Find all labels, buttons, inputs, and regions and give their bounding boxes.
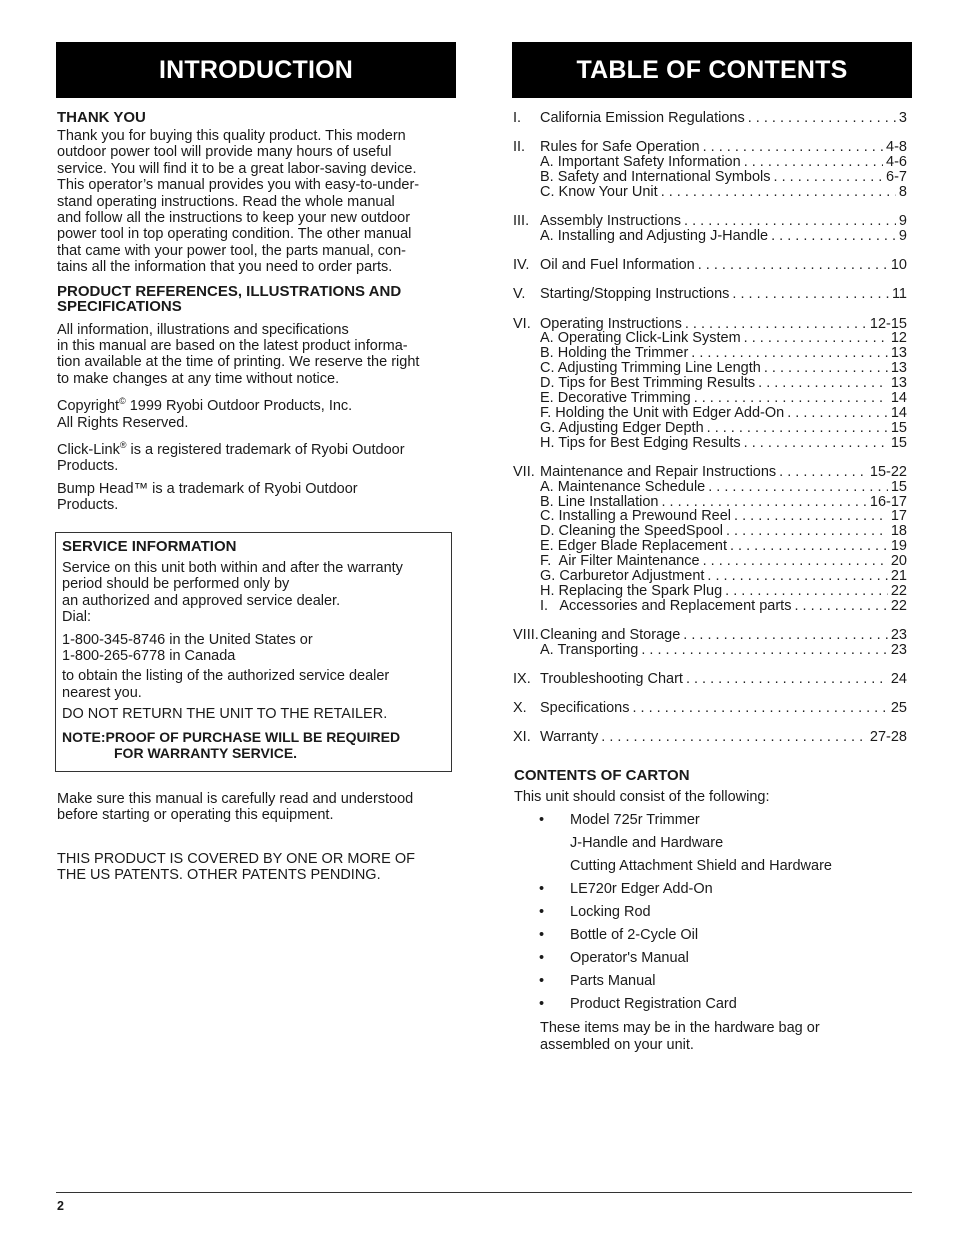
text-line: to obtain the listing of the authorized service dealer <box>62 668 390 685</box>
introduction-column <box>57 110 457 513</box>
toc-dot-leader <box>774 170 884 185</box>
toc-entry-title: D. Tips for Best Trimming Results <box>540 375 756 392</box>
toc-dot-leader <box>744 155 883 170</box>
toc-entry-title: C. Know Your Unit <box>540 183 658 200</box>
toc-page-number: 4-6 <box>886 154 907 171</box>
toc-entry-title: A. Operating Click-Link System <box>540 330 741 347</box>
toc-dot-leader <box>641 643 888 658</box>
text-line: Make sure this manual is carefully read and understood <box>57 791 414 807</box>
carton-item <box>514 973 909 996</box>
toc-entry-title: A. Transporting <box>540 641 639 658</box>
toc-subentry <box>513 331 907 346</box>
toc-subentry <box>513 170 907 185</box>
toc-entry-title: Warranty <box>540 729 599 746</box>
copyright-text: 1999 Ryobi Outdoor Products, Inc. <box>125 398 353 415</box>
toc-entry-title: Starting/Stopping Instructions <box>540 286 730 303</box>
toc-group <box>513 287 907 302</box>
toc-page-number: 15 <box>890 419 907 436</box>
toc-entry-title: D. Cleaning the SpeedSpool <box>540 523 723 540</box>
text-line: Products. <box>57 496 119 513</box>
toc-page-number: 23 <box>890 641 907 658</box>
toc-subentry <box>513 599 907 614</box>
toc-dot-leader <box>708 480 888 495</box>
toc-subentry <box>513 406 907 421</box>
footer-rule <box>56 1192 912 1193</box>
toc-entry-title: Assembly Instructions <box>540 213 682 230</box>
toc-entry <box>513 140 907 155</box>
toc-dot-leader <box>707 421 888 436</box>
carton-item <box>514 835 909 858</box>
bullet-icon: • <box>539 927 545 943</box>
text-line: Dial: <box>62 609 92 626</box>
toc-page-number: 3 <box>898 110 907 126</box>
toc-entry-number: XI. <box>513 729 531 746</box>
bullet-icon: • <box>539 973 545 989</box>
carton-item-text: Model 725r Trimmer <box>570 812 700 828</box>
toc-dot-leader <box>707 569 887 584</box>
clicklink-paragraph <box>57 437 457 475</box>
toc-subentry <box>513 524 907 539</box>
toc-page-number: 12-15 <box>869 315 907 332</box>
note-line: FOR WARRANTY SERVICE. <box>114 744 298 761</box>
toc-entry-title: C. Installing a Prewound Reel <box>540 508 732 525</box>
toc-dot-leader <box>683 628 888 643</box>
phone-canada: 1-800-265-6778 in Canada <box>62 648 236 665</box>
toc-page-number: 15 <box>890 434 907 451</box>
toc-entry <box>513 258 907 273</box>
text-line: to make changes at any time without notice. <box>57 370 340 387</box>
toc-dot-leader <box>686 672 888 687</box>
bullet-icon: • <box>539 996 545 1012</box>
toc-dot-leader <box>662 495 867 510</box>
bumphead-paragraph <box>57 481 457 514</box>
toc-dot-leader <box>661 185 896 200</box>
toc-subentry <box>513 436 907 451</box>
toc-page-number: 13 <box>890 375 907 392</box>
toc-subentry <box>513 569 907 584</box>
text-line: an authorized and approved service dealer. <box>62 592 341 609</box>
toc-dot-leader <box>764 361 888 376</box>
toc-dot-leader <box>748 111 896 126</box>
toc-entry-title: Cleaning and Storage <box>540 627 681 644</box>
toc-entry <box>513 465 907 480</box>
toc-entry-title: A. Installing and Adjusting J-Handle <box>540 227 769 244</box>
toc-entry-title: G. Carburetor Adjustment <box>540 568 705 585</box>
toc-entry-title: G. Adjusting Edger Depth <box>540 419 704 436</box>
toc-entry-title: Rules for Safe Operation <box>540 139 700 156</box>
toc-entry-number: IV. <box>513 257 530 274</box>
toc-entry-number: VIII. <box>513 627 539 644</box>
carton-heading: CONTENTS OF CARTON <box>514 767 690 784</box>
toc-entry-title: E. Edger Blade Replacement <box>540 538 727 555</box>
carton-item <box>514 950 909 973</box>
toc-entry-title: I. Accessories and Replacement parts <box>540 597 792 614</box>
toc-dot-leader <box>758 376 888 391</box>
toc-dot-leader <box>725 584 888 599</box>
toc-dot-leader <box>744 331 888 346</box>
text-line: These items may be in the hardware bag or <box>540 1020 820 1036</box>
toc-page-number: 27-28 <box>869 729 907 746</box>
registered-symbol: ® <box>119 439 127 450</box>
thank-you-paragraph <box>57 128 457 276</box>
toc-dot-leader <box>601 730 867 745</box>
toc-page-number: 12 <box>890 330 907 347</box>
toc-group <box>513 317 907 451</box>
obtain-listing <box>62 668 445 701</box>
service-information-box <box>55 532 452 772</box>
toc-group <box>513 111 907 126</box>
toc-entry <box>513 628 907 643</box>
toc-group <box>513 701 907 716</box>
toc-entry-title: Oil and Fuel Information <box>540 257 695 274</box>
toc-entry-title: C. Adjusting Trimming Line Length <box>540 360 761 377</box>
toc-subentry <box>513 643 907 658</box>
toc-page-number: 19 <box>890 538 907 555</box>
toc-dot-leader <box>684 214 896 229</box>
toc-banner <box>512 42 912 98</box>
introduction-heading: INTRODUCTION <box>158 55 354 84</box>
toc-dot-leader <box>694 391 888 406</box>
copyright-symbol: © <box>119 396 126 407</box>
text-line: that came with your power tool, the parts manual, con- <box>57 242 406 259</box>
toc-dot-leader <box>779 465 867 480</box>
toc-page-number: 18 <box>890 523 907 540</box>
heading-line: PRODUCT REFERENCES, ILLUSTRATIONS AND <box>57 282 402 300</box>
toc-page-number: 6-7 <box>886 168 907 185</box>
text-line: and follow all the instructions to keep your new outdoor <box>57 210 411 227</box>
text-line: assembled on your unit. <box>540 1037 694 1053</box>
toc-subentry <box>513 229 907 244</box>
toc-page-number: 9 <box>898 227 907 244</box>
service-paragraph <box>62 560 445 626</box>
toc-entry-number: III. <box>513 213 530 230</box>
phone-us: 1-800-345-8746 in the United States or <box>62 631 313 648</box>
carton-items-list <box>514 812 909 1019</box>
make-sure-paragraph <box>57 791 457 824</box>
toc-entry-title: A. Important Safety Information <box>540 154 741 171</box>
toc-page-number: 8 <box>898 183 907 200</box>
toc-entry-title: H. Replacing the Spark Plug <box>540 582 723 599</box>
copyright-line <box>57 393 457 414</box>
carton-item-text: Operator's Manual <box>570 950 689 966</box>
toc-page-number: 4-8 <box>886 139 907 156</box>
toc-entry-title: Troubleshooting Chart <box>540 671 683 688</box>
toc-entry-number: I. <box>513 110 522 126</box>
toc-dot-leader <box>787 406 888 421</box>
carton-item <box>514 812 909 835</box>
toc-group <box>513 465 907 614</box>
text-line: power tool in top operating condition. The other manual <box>57 226 412 243</box>
do-not-return: DO NOT RETURN THE UNIT TO THE RETAILER. <box>62 706 388 723</box>
toc-entry-title: F. Holding the Unit with Edger Add-On <box>540 404 785 421</box>
bullet-icon: • <box>539 812 545 828</box>
introduction-banner <box>56 42 456 98</box>
bullet-icon: • <box>539 881 545 897</box>
toc-entry-title: Operating Instructions <box>540 315 682 332</box>
toc-entry-title: H. Tips for Best Edging Results <box>540 434 741 451</box>
toc-entry-number: IX. <box>513 671 531 688</box>
toc-dot-leader <box>691 346 888 361</box>
toc-entry-number: VII. <box>513 463 535 480</box>
toc-entry-title: California Emission Regulations <box>540 110 745 126</box>
bullet-icon: • <box>539 904 545 920</box>
toc-page-number: 14 <box>890 404 907 421</box>
patents-paragraph <box>57 851 457 884</box>
toc-page-number: 16-17 <box>869 493 907 510</box>
table-of-contents <box>513 111 907 760</box>
toc-subentry <box>513 346 907 361</box>
toc-entry-number: II. <box>513 139 526 156</box>
toc-page-number: 23 <box>890 627 907 644</box>
toc-page-number: 17 <box>890 508 907 525</box>
text-line: service. You will find it to be a great labor-saving device. <box>57 160 417 177</box>
toc-dot-leader <box>794 599 887 614</box>
toc-dot-leader <box>703 554 888 569</box>
toc-group <box>513 628 907 658</box>
carton-item-text: Cutting Attachment Shield and Hardware <box>570 858 832 874</box>
toc-dot-leader <box>703 140 883 155</box>
text-line: before starting or operating this equipment. <box>57 807 334 824</box>
carton-footnote <box>540 1020 909 1054</box>
toc-group <box>513 730 907 745</box>
toc-subentry <box>513 539 907 554</box>
carton-item <box>514 904 909 927</box>
toc-dot-leader <box>726 524 888 539</box>
carton-item <box>514 858 909 881</box>
copyright-paragraph <box>57 393 457 431</box>
toc-page-number: 24 <box>890 671 907 688</box>
toc-dot-leader <box>744 436 888 451</box>
text-line: outdoor power tool will provide many hours of useful <box>57 144 392 161</box>
toc-subentry <box>513 155 907 170</box>
note-line: NOTE:PROOF OF PURCHASE WILL BE REQUIRED <box>62 728 401 745</box>
toc-entry-title: F. Air Filter Maintenance <box>540 553 700 570</box>
toc-group <box>513 672 907 687</box>
toc-entry-title: Maintenance and Repair Instructions <box>540 463 777 480</box>
toc-subentry <box>513 361 907 376</box>
thank-you-heading: THANK YOU <box>57 109 146 126</box>
toc-page-number: 15 <box>890 478 907 495</box>
toc-page-number: 13 <box>890 360 907 377</box>
text-line: All information, illustrations and specifications <box>57 321 349 338</box>
clicklink-text: is a registered trademark of Ryobi Outdoor <box>126 441 405 458</box>
toc-dot-leader <box>732 287 889 302</box>
toc-group <box>513 214 907 244</box>
toc-subentry <box>513 376 907 391</box>
toc-subentry <box>513 554 907 569</box>
carton-item-text: Locking Rod <box>570 904 651 920</box>
service-heading: SERVICE INFORMATION <box>62 538 237 555</box>
toc-entry <box>513 214 907 229</box>
text-line: period should be performed only by <box>62 576 290 593</box>
toc-page-number: 22 <box>890 582 907 599</box>
toc-entry <box>513 111 907 126</box>
toc-subentry <box>513 509 907 524</box>
phone-numbers <box>62 632 445 665</box>
rights-line: All Rights Reserved. <box>57 414 189 431</box>
toc-subentry <box>513 584 907 599</box>
carton-item-text: Bottle of 2-Cycle Oil <box>570 927 699 943</box>
carton-item <box>514 996 909 1019</box>
toc-entry-number: VI. <box>513 315 531 332</box>
toc-entry <box>513 672 907 687</box>
toc-page-number: 25 <box>890 700 907 717</box>
toc-page-number: 22 <box>890 597 907 614</box>
text-line: This operator’s manual provides you with easy-to-under- <box>57 177 420 194</box>
toc-entry-title: A. Maintenance Schedule <box>540 478 706 495</box>
toc-page-number: 13 <box>890 345 907 362</box>
toc-dot-leader <box>771 229 896 244</box>
toc-page-number: 11 <box>891 286 907 303</box>
toc-entry-title: B. Holding the Trimmer <box>540 345 689 362</box>
toc-page-number: 9 <box>898 213 907 230</box>
text-line: Service on this unit both within and after the warranty <box>62 560 403 576</box>
toc-heading: TABLE OF CONTENTS <box>576 55 848 84</box>
toc-page-number: 10 <box>890 257 907 274</box>
toc-dot-leader <box>632 701 887 716</box>
toc-entry <box>513 317 907 332</box>
toc-entry <box>513 701 907 716</box>
toc-entry <box>513 730 907 745</box>
text-line: stand operating instructions. Read the whole manual <box>57 193 395 210</box>
toc-dot-leader <box>734 509 888 524</box>
carton-item-text: Parts Manual <box>570 973 656 989</box>
copyright-label: Copyright <box>57 398 120 415</box>
toc-dot-leader <box>730 539 888 554</box>
text-line: tains all the information that you need to order parts. <box>57 259 393 276</box>
text-line: nearest you. <box>62 684 142 701</box>
toc-page-number: 21 <box>890 568 907 585</box>
carton-intro: This unit should consist of the following: <box>514 789 770 805</box>
text-line: in this manual are based on the latest product informa- <box>57 338 408 355</box>
carton-item-text: J-Handle and Hardware <box>570 835 724 851</box>
text-line: Thank you for buying this quality product. This modern <box>57 128 406 144</box>
warranty-note <box>62 729 445 761</box>
contents-of-carton <box>514 767 909 1054</box>
toc-subentry <box>513 480 907 495</box>
clicklink-line <box>57 437 457 458</box>
text-line: THE US PATENTS. OTHER PATENTS PENDING. <box>57 867 381 884</box>
heading-line: SPECIFICATIONS <box>57 298 182 316</box>
bullet-icon: • <box>539 950 545 966</box>
carton-item-text: LE720r Edger Add-On <box>570 881 713 897</box>
toc-page-number: 14 <box>890 389 907 406</box>
toc-subentry <box>513 391 907 406</box>
text-line: Products. <box>57 458 119 475</box>
toc-page-number: 20 <box>890 553 907 570</box>
references-paragraph <box>57 322 457 388</box>
text-line: Bump Head™ is a trademark of Ryobi Outdoor <box>57 480 358 497</box>
text-line: tion available at the time of printing. We reserve the right <box>57 354 420 371</box>
text-line: THIS PRODUCT IS COVERED BY ONE OR MORE OF <box>57 851 415 867</box>
toc-group <box>513 140 907 200</box>
toc-page-number: 15-22 <box>869 463 907 480</box>
carton-item <box>514 881 909 904</box>
references-heading <box>57 284 457 315</box>
toc-entry-number: X. <box>513 700 527 717</box>
toc-entry-title: B. Safety and International Symbols <box>540 168 771 185</box>
carton-item <box>514 927 909 950</box>
toc-entry <box>513 287 907 302</box>
carton-item-text: Product Registration Card <box>570 996 737 1012</box>
toc-subentry <box>513 421 907 436</box>
clicklink-label: Click-Link <box>57 441 120 458</box>
toc-subentry <box>513 495 907 510</box>
toc-entry-title: E. Decorative Trimming <box>540 389 691 406</box>
toc-entry-number: V. <box>513 286 526 303</box>
toc-entry-title: B. Line Installation <box>540 493 659 510</box>
toc-entry-title: Specifications <box>540 700 630 717</box>
toc-group <box>513 258 907 273</box>
toc-dot-leader <box>698 258 888 273</box>
toc-dot-leader <box>685 317 867 332</box>
page-number: 2 <box>57 1199 64 1213</box>
toc-subentry <box>513 185 907 200</box>
